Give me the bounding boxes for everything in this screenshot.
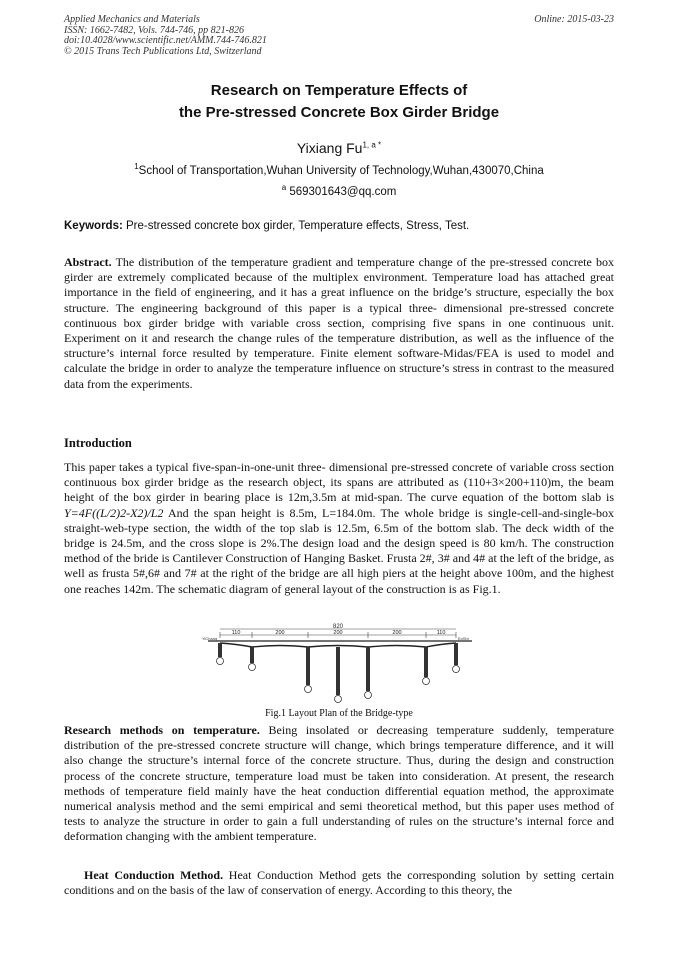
issn-line: ISSN: 1662-7482, Vols. 744-746, pp 821-826 — [64, 24, 244, 36]
abstract-paragraph — [64, 255, 614, 392]
author-line — [0, 140, 678, 156]
author-sup: 1, a * — [362, 140, 382, 150]
girder-soffit — [220, 643, 456, 647]
research-methods-text: Being insolated or decreasing temperature suddenly, temperature distribution of the pre-stressed concrete structure will change, which brings temperature difference, and it will also change the structure’s internal force of the concrete structure. Thus, during the design and construction process of the concrete structure, temperature load must be taken into consideration. At present, the research methods of temperature field mainly have the heat conduction differential equation method, the approximate numerical analysis method and the semi empirical and semi theoretical method, but this paper uses method of tests to analyze the structure in order to gain a full understanding of rules on the structure’s internal force and deformation changing with the ambient temperature. — [64, 723, 615, 844]
pier-marker — [217, 658, 224, 665]
intro-equation: Y=4F((L/2)2-X2)/L2 — [64, 505, 164, 520]
journal-header — [64, 15, 267, 57]
span-label-3: 200 — [333, 630, 343, 636]
left-end-label: YiChang — [202, 636, 218, 641]
affiliation — [0, 162, 678, 177]
pier — [366, 647, 370, 691]
pier — [306, 647, 310, 685]
span-label-5: 110 — [436, 630, 446, 636]
affiliation-sup: 1 — [134, 162, 139, 172]
pier-marker — [423, 678, 430, 685]
keywords-label: Keywords: — [64, 220, 123, 232]
pier-marker — [249, 664, 256, 671]
total-dimension-label: 820 — [332, 624, 344, 630]
left-abutment — [218, 643, 222, 657]
doi-line: doi:10.4028/www.scientific.net/AMM.744-746.821 — [64, 35, 267, 46]
pier-marker — [453, 666, 460, 673]
abstract-text: The distribution of the temperature gradient and temperature change of the pre-stressed concrete box girder are extremely complicated because of the multiplex environment. Temperature load has attached great importance in the field of engineering, and it has a great influence on the bridge’s structure, especially the box structure. The engineering background of this paper is a typical three- dimensional pre-stressed concrete continuous box girder bridge with variable cross section, comprising five spans in one continuous unit. Experiment on it and research the change rules of the temperature distribution, as well as the influence of the structure’s internal force resulted by temperature. Finite element software-Midas/FEA is used to model and calculate the bridge in order to analyze the temperature influence on structure’s stress in contrast to the measured data from the experiments. — [64, 255, 614, 391]
paper-title — [0, 80, 678, 124]
heat-conduction-label: Heat Conduction Method. — [84, 868, 224, 882]
right-end-label: EnShi — [458, 636, 469, 641]
introduction-heading: Introduction — [64, 436, 132, 450]
pier-marker — [305, 686, 312, 693]
affiliation-text: School of Transportation,Wuhan University of Technology,Wuhan,430070,China — [138, 165, 544, 177]
span-label-2: 200 — [275, 630, 285, 636]
author-name: Yixiang Fu — [296, 140, 363, 156]
research-methods-label: Research methods on temperature. — [64, 723, 260, 737]
journal-name: Applied Mechanics and Materials — [64, 14, 200, 25]
research-methods-paragraph — [64, 723, 614, 845]
introduction-paragraph — [64, 460, 614, 597]
figure-caption: Fig.1 Layout Plan of the Bridge-type — [265, 708, 413, 719]
abstract-label: Abstract. — [64, 255, 112, 269]
online-date: Online: 2015-03-23 — [534, 14, 614, 25]
heat-conduction-paragraph — [64, 868, 614, 898]
pier — [424, 647, 428, 677]
keywords — [64, 220, 614, 232]
intro-text-a: This paper takes a typical five-span-in-one-unit three- dimensional pre-stressed concrete of variable cross section continuous box girder bridge as the research object, its spans are attributed as (110+3×200+110)m, the beam height of the box girder in bearing place is 12m,3.5m at mid-span. The curve equation of the bottom slab is — [64, 460, 614, 505]
email-text[interactable]: 569301643@qq.com — [289, 186, 397, 198]
span-label-4: 200 — [392, 630, 402, 636]
title-line-2: the Pre-stressed Concrete Box Girder Bridge — [178, 104, 500, 121]
email-line — [0, 183, 678, 198]
bridge-layout-figure — [200, 623, 480, 707]
pier — [336, 647, 340, 695]
intro-text-b: And the span height is 8.5m, L=184.0m. The whole bridge is single-cell-and-single-box straight-web-type section, the width of the top slab is 12.5m, 6.5m of the bottom slab. The deck width of the bridge is 24.5m, and the cross slope is 2%.The design load and the design speed is 80 km/h. The construction method of the bride is Cantilever Construction of Hanging Basket. Frusta 2#, 3# and 4# at the left of the bridge, as well as frusta 5#,6# and 7# at the right of the bridge are all high piers at the height above 100m, and the highest one reaches 142m. The schematic diagram of general layout of the construction is as Fig.1. — [64, 505, 614, 596]
right-abutment — [454, 643, 458, 665]
pier — [250, 647, 254, 663]
pier-marker — [365, 692, 372, 699]
heat-conduction-text: Heat Conduction Method gets the corresponding solution by setting certain conditions and on the basis of the law of conservation of energy. According to this theory, the — [64, 868, 615, 898]
copyright-line: © 2015 Trans Tech Publications Ltd, Switzerland — [64, 45, 262, 57]
title-line-1: Research on Temperature Effects of — [210, 82, 468, 99]
keywords-text: Pre-stressed concrete box girder, Temperature effects, Stress, Test. — [122, 220, 470, 232]
span-label-1: 110 — [231, 630, 241, 636]
pier-marker — [335, 696, 342, 703]
email-sup: a — [281, 183, 287, 193]
